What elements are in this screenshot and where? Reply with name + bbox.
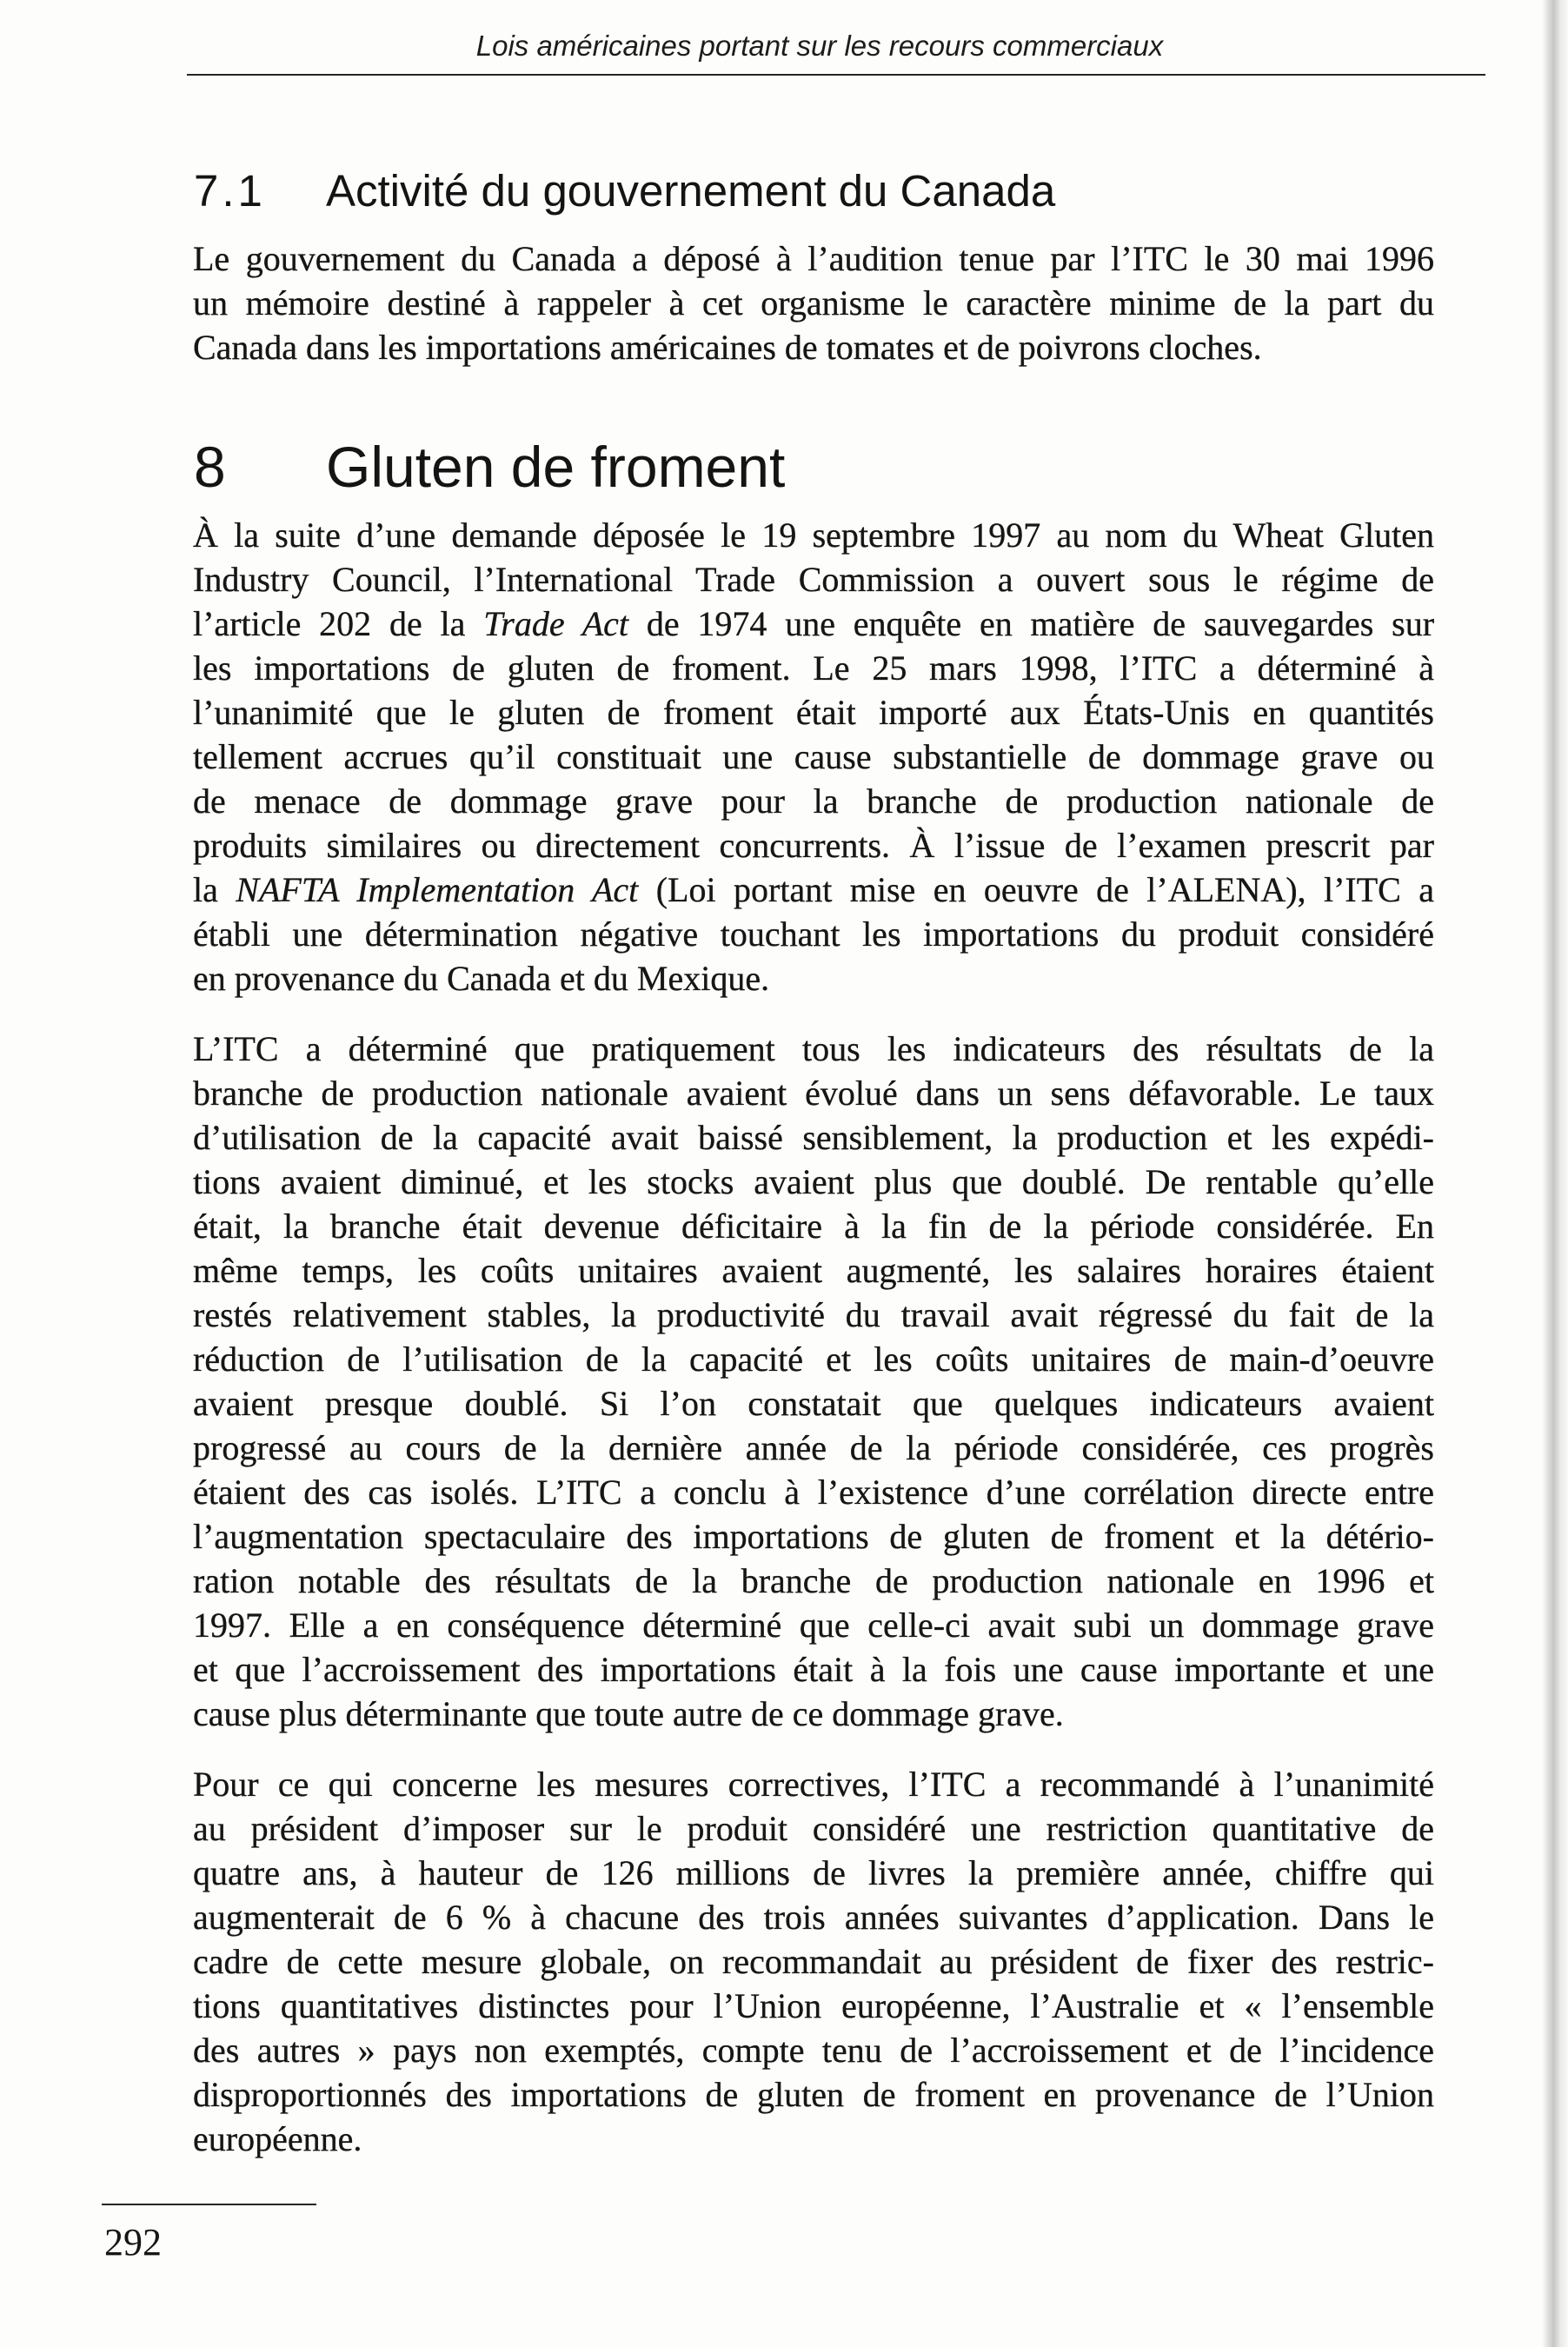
text-line: les importations de gluten de froment. Le 25 mars 1998, l’ITC a déterminé à (193, 648, 1434, 688)
running-head: Lois américaines portant sur les recours commerciaux (475, 30, 1164, 62)
text-line: et que l’accroissement des importations était à la fois une cause importante et une (193, 1650, 1434, 1689)
text-line: en provenance du Canada et du Mexique. (193, 959, 770, 998)
text-segment: (Loi portant mise en oeuvre de l’ALENA), l’ITC a (638, 870, 1434, 909)
text-line: quatre ans, à hauteur de 126 millions de livres la première année, chiffre qui (193, 1853, 1434, 1892)
text-line: d’utilisation de la capacité avait baissé sensiblement, la production et les expédi- (193, 1118, 1434, 1157)
text-line: Pour ce qui concerne les mesures correctives, l’ITC a recommandé à l’unanimité (193, 1765, 1434, 1804)
text-line: augmenterait de 6 % à chacune des trois années suivantes d’application. Dans le (193, 1898, 1434, 1937)
section-heading-8 (194, 434, 785, 500)
text-line: ration notable des résultats de la branche de production nationale en 1996 et (193, 1561, 1434, 1600)
text-segment: de 1974 une enquête en matière de sauvegardes sur (628, 604, 1434, 643)
section-number: 8 (194, 435, 226, 499)
text-line: disproportionnés des importations de gluten de froment en provenance de l’Union (193, 2075, 1434, 2114)
text-line: établi une détermination négative touchant les importations du produit considéré (193, 914, 1434, 954)
text-segment: l’article 202 de la (193, 604, 484, 643)
text-line: des autres » pays non exemptés, compte tenu de l’accroissement et de l’incidence (193, 2031, 1434, 2070)
text-line: même temps, les coûts unitaires avaient augmenté, les salaires horaires étaient (193, 1251, 1434, 1290)
scan-edge-shadow (1542, 0, 1568, 2347)
text-line: restés relativement stables, la productivité du travail avait régressé du fait de la (193, 1295, 1434, 1334)
text-line: européenne. (193, 2119, 362, 2158)
text-line: 1997. Elle a en conséquence déterminé que celle-ci avait subi un dommage grave (193, 1606, 1434, 1645)
text-line: étaient des cas isolés. L’ITC a conclu à l’existence d’une corrélation directe entre (193, 1473, 1434, 1512)
text-line: un mémoire destiné à rappeler à cet organisme le caractère minime de la part du (193, 283, 1434, 322)
italic-act-title: NAFTA Implementation Act (236, 870, 639, 909)
text-line: tellement accrues qu’il constituait une cause substantielle de dommage grave ou (193, 737, 1434, 776)
text-line (193, 602, 1434, 646)
section-title: Activité du gouvernement du Canada (326, 166, 1056, 216)
text-line: Industry Council, l’International Trade Commission a ouvert sous le régime de (193, 560, 1434, 599)
text-line: réduction de l’utilisation de la capacité et les coûts unitaires de main-d’oeuvre (193, 1340, 1434, 1379)
section-heading-7-1 (194, 165, 1055, 217)
text-line: tions quantitatives distinctes pour l’Union européenne, l’Australie et « l’ensemble (193, 1986, 1434, 2025)
paragraph (193, 236, 1434, 369)
paragraph (193, 1027, 1434, 1736)
text-line (193, 868, 1434, 912)
paragraph (193, 513, 1434, 1001)
header-rule (187, 74, 1485, 76)
text-line: au président d’imposer sur le produit considéré une restriction quantitative de (193, 1809, 1434, 1848)
text-line: tions avaient diminué, et les stocks avaient plus que doublé. De rentable qu’elle (193, 1162, 1434, 1201)
text-line: branche de production nationale avaient évolué dans un sens défavorable. Le taux (193, 1074, 1434, 1113)
section-number: 7.1 (194, 166, 266, 216)
page-number: 292 (104, 2221, 162, 2264)
paragraph (193, 1762, 1434, 2161)
text-line: cause plus déterminante que toute autre de ce dommage grave. (193, 1694, 1064, 1733)
text-line: cadre de cette mesure globale, on recommandait au président de fixer des restric- (193, 1942, 1434, 1981)
text-line: À la suite d’une demande déposée le 19 septembre 1997 au nom du Wheat Gluten (193, 515, 1434, 555)
text-segment: la (193, 870, 236, 909)
text-line: l’augmentation spectaculaire des importations de gluten de froment et la détério- (193, 1517, 1434, 1556)
section-title: Gluten de froment (326, 435, 786, 499)
footer-rule (102, 2204, 316, 2205)
text-line: progressé au cours de la dernière année de la période considérée, ces progrès (193, 1428, 1434, 1467)
text-line: L’ITC a déterminé que pratiquement tous les indicateurs des résultats de la (193, 1029, 1434, 1068)
text-line: l’unanimité que le gluten de froment était importé aux États-Unis en quantités (193, 693, 1434, 732)
text-line: avaient presque doublé. Si l’on constatait que quelques indicateurs avaient (193, 1384, 1434, 1423)
italic-act-title: Trade Act (483, 604, 629, 643)
text-line: Canada dans les importations américaines de tomates et de poivrons cloches. (193, 328, 1262, 367)
text-line: de menace de dommage grave pour la branche de production nationale de (193, 781, 1434, 821)
text-line: Le gouvernement du Canada a déposé à l’audition tenue par l’ITC le 30 mai 1996 (193, 239, 1434, 278)
text-line: produits similaires ou directement concurrents. À l’issue de l’examen prescrit par (193, 826, 1434, 865)
text-line: était, la branche était devenue déficitaire à la fin de la période considérée. En (193, 1207, 1434, 1246)
